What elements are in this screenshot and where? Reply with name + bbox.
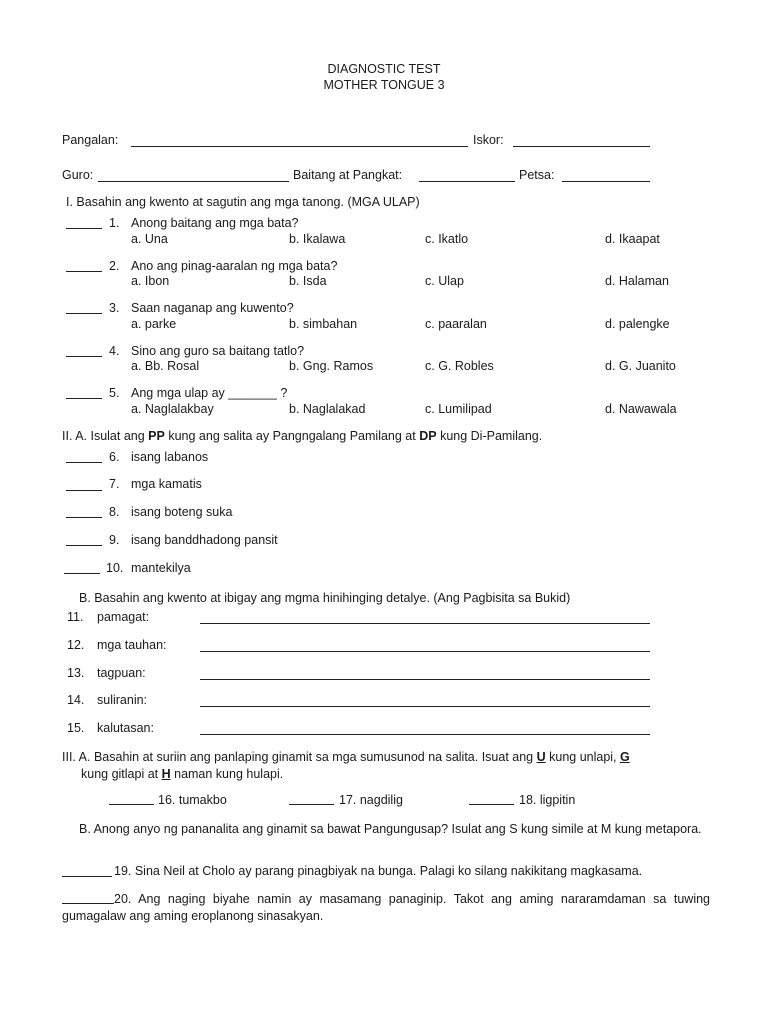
- choice-a: a. Ibon: [131, 274, 170, 288]
- g-code: G: [620, 750, 630, 764]
- item-text: isang banddhadong pansit: [131, 533, 278, 547]
- question-number: 2.: [109, 259, 120, 273]
- question-number: 5.: [109, 386, 120, 400]
- detail-answer-line[interactable]: [200, 734, 650, 735]
- name-label: Pangalan:: [62, 133, 119, 147]
- part1-instruction: I. Basahin ang kwento at sagutin ang mga tanong. (MGA ULAP): [66, 195, 420, 209]
- detail-label: suliranin:: [97, 693, 148, 707]
- item-number: 11.: [67, 610, 84, 624]
- detail-label: kalutasan:: [97, 721, 154, 735]
- affix-item: 18. ligpitin: [519, 793, 576, 807]
- answer-blank[interactable]: [66, 228, 102, 229]
- answer-blank[interactable]: [66, 313, 102, 314]
- detail-label: pamagat:: [97, 610, 150, 624]
- item-number: 12.: [67, 638, 85, 652]
- item-number: 9.: [109, 533, 120, 547]
- choice-c: c. Ulap: [425, 274, 464, 288]
- answer-blank[interactable]: [66, 490, 102, 491]
- answer-blank[interactable]: [66, 462, 102, 463]
- choice-d: d. Halaman: [605, 274, 669, 288]
- score-label: Iskor:: [473, 133, 504, 147]
- choice-d: d. Ikaapat: [605, 232, 660, 246]
- detail-answer-line[interactable]: [200, 651, 650, 652]
- item-number: 8.: [109, 505, 120, 519]
- answer-blank[interactable]: [66, 545, 102, 546]
- answer-blank[interactable]: [109, 804, 154, 805]
- answer-blank[interactable]: [66, 271, 102, 272]
- detail-label: tagpuan:: [97, 666, 146, 680]
- part2b-instruction: B. Basahin ang kwento at ibigay ang mgma hinihinging detalye. (Ang Pagbisita sa Bukid): [79, 591, 571, 605]
- question-text: Ano ang pinag-aaralan ng mga bata?: [131, 259, 338, 273]
- item-text: isang boteng suka: [131, 505, 233, 519]
- grade-label: Baitang at Pangkat:: [293, 168, 403, 182]
- question-text: Sino ang guro sa baitang tatlo?: [131, 344, 305, 358]
- item-19-text: 19. Sina Neil at Cholo ay parang pinagbiyak na bunga. Palagi ko silang nakikitang magkasama.: [114, 864, 643, 878]
- choice-c: c. Ikatlo: [425, 232, 469, 246]
- name-field[interactable]: [131, 146, 468, 147]
- question-number: 1.: [109, 216, 120, 230]
- answer-blank[interactable]: [66, 517, 102, 518]
- pp-code: PP: [148, 429, 165, 443]
- choice-b: b. Naglalakad: [289, 402, 366, 416]
- item-text: mantekilya: [131, 561, 191, 575]
- teacher-label: Guro:: [62, 168, 94, 182]
- choice-a: a. parke: [131, 317, 177, 331]
- answer-blank[interactable]: [66, 398, 102, 399]
- answer-blank[interactable]: [469, 804, 514, 805]
- part3a-instruction-line1: III. A. Basahin at suriin ang panlaping ginamit sa mga sumusunod na salita. Isuat ang U kung unlapi, G: [62, 750, 630, 764]
- choice-c: c. Lumilipad: [425, 402, 492, 416]
- question-text: Anong baitang ang mga bata?: [131, 216, 299, 230]
- choice-b: b. Ikalawa: [289, 232, 346, 246]
- grade-field[interactable]: [419, 181, 515, 182]
- choice-a: a. Bb. Rosal: [131, 359, 200, 373]
- choice-a: a. Una: [131, 232, 168, 246]
- score-field[interactable]: [513, 146, 650, 147]
- answer-blank[interactable]: [66, 356, 102, 357]
- item-text: isang labanos: [131, 450, 209, 464]
- part3b-instruction: B. Anong anyo ng pananalita ang ginamit sa bawat Pangungusap? Isulat ang S kung simile at M kung metapora.: [79, 822, 702, 836]
- page-subtitle: MOTHER TONGUE 3: [323, 78, 445, 92]
- item-number: 7.: [109, 477, 120, 491]
- item-number: 14.: [67, 693, 85, 707]
- date-label: Petsa:: [519, 168, 555, 182]
- answer-blank[interactable]: [64, 573, 100, 574]
- choice-c: c. G. Robles: [425, 359, 494, 373]
- choice-d: d. palengke: [605, 317, 670, 331]
- item-text: mga kamatis: [131, 477, 202, 491]
- item-number: 6.: [109, 450, 120, 464]
- choice-b: b. Isda: [289, 274, 327, 288]
- choice-d: d. Nawawala: [605, 402, 677, 416]
- item-number: 10.: [106, 561, 124, 575]
- question-text: Saan naganap ang kuwento?: [131, 301, 294, 315]
- answer-blank[interactable]: [62, 876, 112, 877]
- question-text: Ang mga ulap ay _______ ?: [131, 386, 288, 400]
- choice-b: b. simbahan: [289, 317, 358, 331]
- detail-answer-line[interactable]: [200, 679, 650, 680]
- choice-d: d. G. Juanito: [605, 359, 676, 373]
- teacher-field[interactable]: [98, 181, 289, 182]
- item-number: 15.: [67, 721, 85, 735]
- page-title: DIAGNOSTIC TEST: [327, 62, 441, 76]
- affix-item: 16. tumakbo: [158, 793, 227, 807]
- question-number: 3.: [109, 301, 120, 315]
- answer-blank[interactable]: [289, 804, 334, 805]
- detail-answer-line[interactable]: [200, 623, 650, 624]
- choice-c: c. paaralan: [425, 317, 487, 331]
- part3a-instruction-line2: kung gitlapi at H naman kung hulapi.: [81, 767, 284, 781]
- detail-label: mga tauhan:: [97, 638, 167, 652]
- detail-answer-line[interactable]: [200, 706, 650, 707]
- dp-code: DP: [419, 429, 437, 443]
- date-field[interactable]: [562, 181, 650, 182]
- question-number: 4.: [109, 344, 120, 358]
- choice-a: a. Naglalakbay: [131, 402, 214, 416]
- u-code: U: [536, 750, 546, 764]
- item-number: 13.: [67, 666, 85, 680]
- h-code: H: [161, 767, 171, 781]
- part2a-instruction: II. A. Isulat ang PP kung ang salita ay Pangngalang Pamilang at DP kung Di-Pamilang.: [62, 429, 543, 443]
- affix-item: 17. nagdilig: [339, 793, 403, 807]
- item-20-text: 20. Ang naging biyahe namin ay masamang panaginip. Takot ang aming nararamdaman sa tuwing gumagalaw ang aming eroplanong sinasakyan.: [62, 892, 710, 923]
- choice-b: b. Gng. Ramos: [289, 359, 374, 373]
